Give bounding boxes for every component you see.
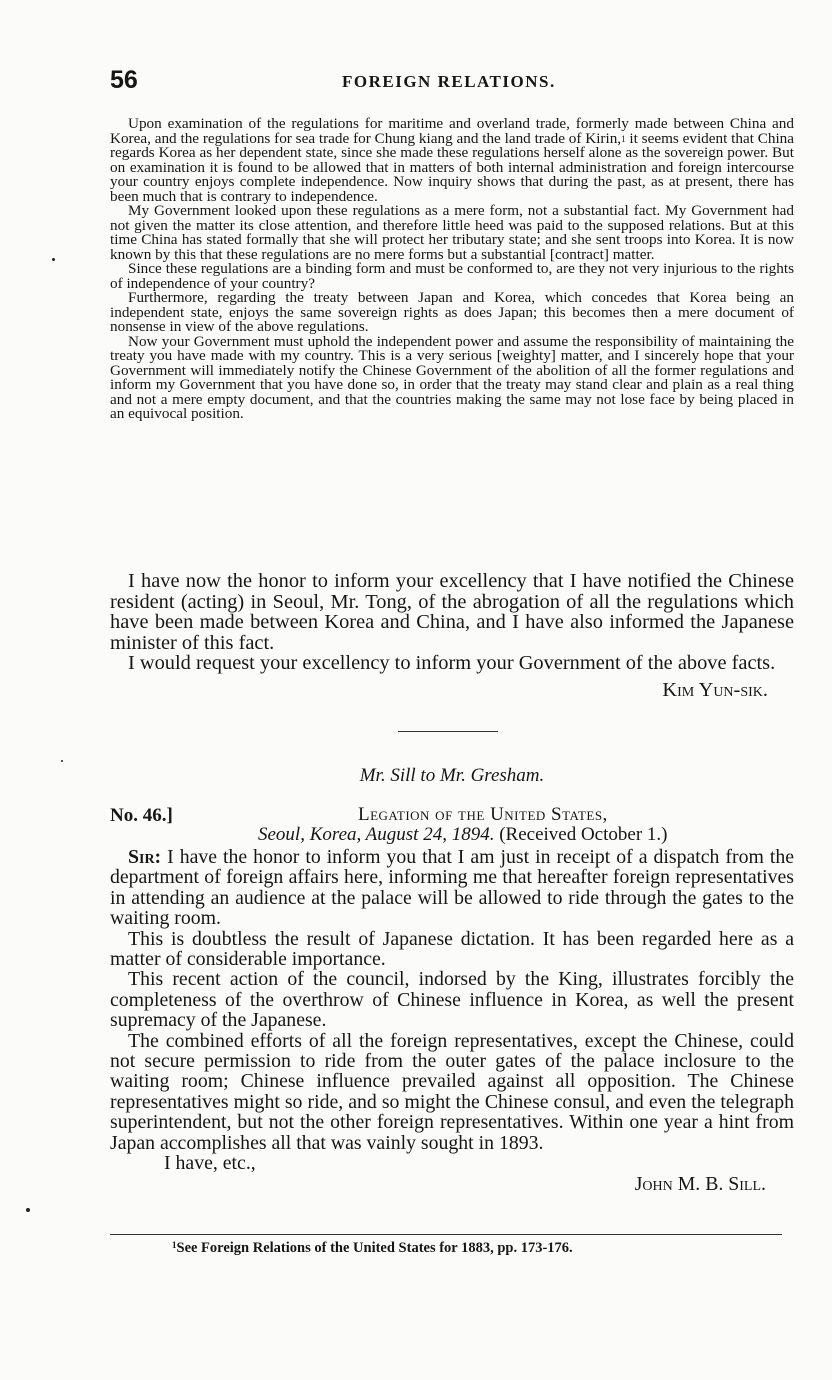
footnote-marker: 1 [621,133,626,144]
enclosure-paragraph-1 [110,117,794,204]
scan-speck [26,1208,30,1212]
dispatch-body [110,847,794,1194]
enclosure-paragraph-1-part-a: Upon examination of the regulations for maritime and overland trade, formerly made between China and Korea, and the regulations for sea trade for Chung kiang and the land trade of Kirin, [110,115,794,147]
enclosure-paragraph-5: Now your Government must uphold the independent power and assume the responsibility of maintaining the treaty you have made with my country. This is a very serious [weighty] matter, and I sincerely hope that your Government will immediately notify the Chinese Government of the abolition of all the former regulations and inform my Government that you have done so, in order that the treaty may stand clear and plain as a real thing and not a mere empty document, and that the countries making the same may not lose face by being placed in an equivocal position. [110,332,794,422]
footnote-rule [110,1234,782,1235]
closing: I have, etc., [164,1152,256,1175]
section-title: FOREIGN RELATIONS. [342,72,556,91]
legation-name: Legation of the United States, [358,804,608,825]
dispatch-heading: Mr. Sill to Mr. Gresham. [359,765,545,786]
salutation: Sir: [128,846,162,868]
letter-paragraph-1: I have now the honor to inform your excellency that I have notified the Chinese resident (acting) in Seoul, Mr. Tong, of the abrogation of all the regulations which have been made between Korea and China, and I have also informed the Japanese minister of this fact. [110,570,794,654]
dispatch-paragraph-2: This is doubtless the result of Japanese dictation. It has been regarded here as a matter of considerable importance. [110,927,794,971]
running-head [110,66,794,96]
dispatch-number: No. 46.] [110,805,173,826]
enclosure-paragraph-3: Since these regulations are a binding form and must be conformed to, are they not very injurious to the rights of independence of your country? [110,260,794,292]
dispatch-place-date [258,824,668,846]
letter-text [110,571,794,701]
received-date: (Received October 1.) [499,824,668,845]
enclosure-text [110,117,794,422]
enclosure-paragraph-2: My Government looked upon these regulations as a mere form, not a substantial fact. My Government had not given the matter its close attention, and therefore little heed was paid to the supposed relations. But at this time China has stated formally that she will protect her tributary state; and she sent troops into Korea. It is now known by this that these regulations are no mere forms but a substantial [contract] matter. [110,202,794,263]
page-number: 56 [110,66,138,94]
dispatch-paragraph-4: The combined efforts of all the foreign representatives, except the Chinese, could not secure permission to ride from the outer gates of the palace inclosure to the waiting room; Chinese influence prevailed against all opposition. The Chinese representatives might so ride, and so might the Chinese consul, and even the telegraph superintendent, but not the other foreign representatives. Within one year a hint from Japan accomplishes all that was vainly sought in 1893. [110,1029,794,1154]
scan-speck [61,760,63,762]
signature-john-sill: John M. B. Sill. [634,1172,766,1195]
footnote [172,1240,573,1257]
scan-speck [52,258,55,261]
letter-paragraph-2: I would request your excellency to inform your Government of the above facts. [128,652,776,675]
enclosure-paragraph-1-part-b: it seems evident that China regards Korea as her dependent state, since she made these regulations herself alone as the sovereign power. But on examination it is found to be allowed that in matters of both internal administration and foreign intercourse your country enjoys complete independence. Now inquiry shows that during the past, as at present, there has been much that is contrary to independence. [110,129,795,205]
section-divider [398,731,498,732]
enclosure-paragraph-4: Furthermore, regarding the treaty between Japan and Korea, which concedes that Korea being an independent state, enjoys the same sovereign rights as does Japan; this becomes then a mere document of nonsense in view of the above regulations. [110,289,794,335]
dispatch-paragraph-1 [110,847,794,929]
footnote-number: 1 [172,1240,177,1250]
footnote-text: See Foreign Relations of the United States for 1883, pp. 173-176. [176,1240,573,1256]
place-date-text: Seoul, Korea, August 24, 1894. [258,824,495,845]
dispatch-paragraph-1-text: I have the honor to inform you that I am just in receipt of a dispatch from the department of foreign affairs here, informing me that hereafter foreign representatives in attending an audience at the palace will be allowed to ride through the gates to the waiting room. [110,846,794,930]
dispatch-paragraph-3: This recent action of the council, indorsed by the King, illustrates forcibly the completeness of the overthrow of Chinese influence in Korea, as well the present supremacy of the Japanese. [110,968,794,1032]
signature-kim-yun-sik: Kim Yun-sik. [662,678,768,701]
